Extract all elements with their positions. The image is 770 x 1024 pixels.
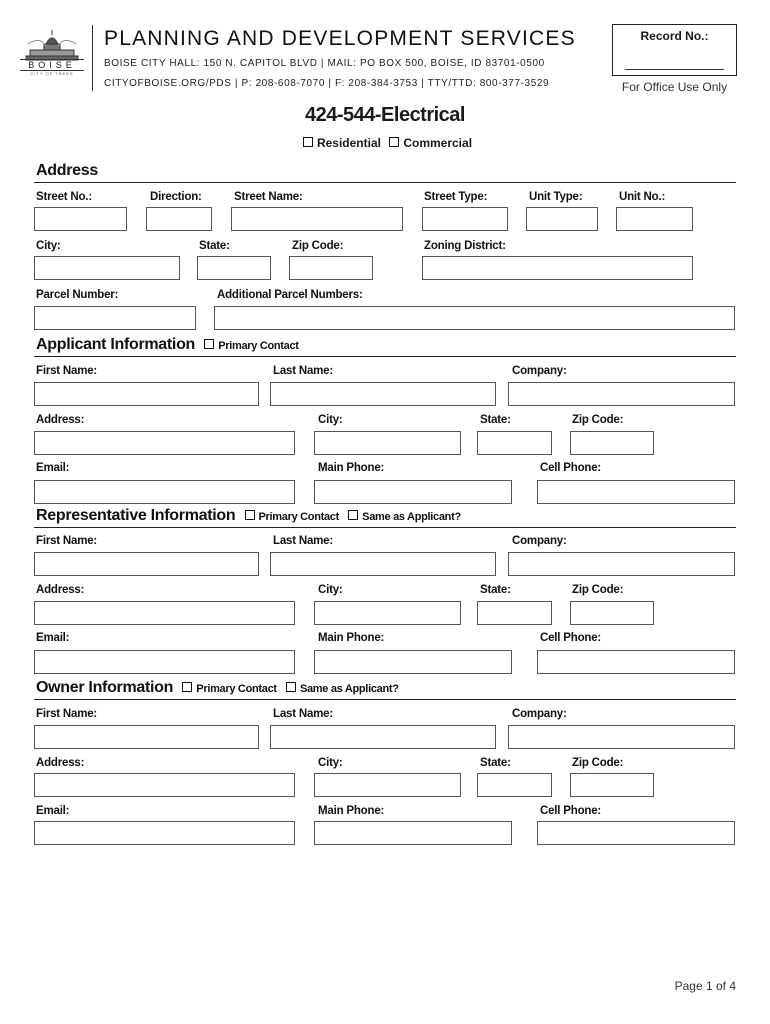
address-heading: Address [36, 162, 98, 179]
owner-state-input[interactable] [477, 773, 552, 797]
zip-input[interactable] [289, 256, 373, 280]
owner-zip-input[interactable] [570, 773, 654, 797]
applicant-email-input[interactable] [34, 480, 295, 504]
owner-heading-text: Owner Information [36, 679, 174, 696]
rep-state-label: State: [480, 584, 511, 596]
unit-type-label: Unit Type: [529, 191, 583, 203]
address-line: BOISE CITY HALL: 150 N. CAPITOL BLVD | MAIL: PO BOX 500, BOISE, ID 83701-0500 [104, 58, 545, 69]
additional-parcels-label: Additional Parcel Numbers: [217, 289, 363, 301]
applicant-address-input[interactable] [34, 431, 295, 455]
residential-label: Residential [316, 136, 381, 150]
owner-email-label: Email: [36, 805, 70, 817]
rep-state-input[interactable] [477, 601, 552, 625]
state-label: State: [199, 240, 230, 252]
rep-zip-input[interactable] [570, 601, 654, 625]
owner-last-name-input[interactable] [270, 725, 496, 749]
commercial-checkbox[interactable] [389, 137, 399, 147]
street-name-input[interactable] [231, 207, 403, 231]
applicant-address-label: Address: [36, 414, 85, 426]
applicant-cell-phone-label: Cell Phone: [540, 462, 602, 474]
applicant-state-label: State: [480, 414, 511, 426]
applicant-first-name-input[interactable] [34, 382, 259, 406]
rep-address-label: Address: [36, 584, 85, 596]
rep-main-phone-input[interactable] [314, 650, 512, 674]
owner-company-label: Company: [512, 708, 567, 720]
applicant-email-label: Email: [36, 462, 70, 474]
representative-heading-text: Representative Information [36, 507, 236, 524]
rep-cell-phone-input[interactable] [537, 650, 735, 674]
owner-main-phone-input[interactable] [314, 821, 512, 845]
applicant-company-label: Company: [512, 365, 567, 377]
owner-cell-phone-label: Cell Phone: [540, 805, 602, 817]
representative-same-checkbox[interactable] [348, 510, 358, 520]
record-label: Record No.: [640, 29, 709, 43]
owner-zip-label: Zip Code: [572, 757, 624, 769]
direction-label: Direction: [150, 191, 202, 203]
representative-primary-checkbox[interactable] [245, 510, 255, 520]
rep-cell-phone-label: Cell Phone: [540, 632, 602, 644]
commercial-label: Commercial [403, 136, 473, 150]
applicant-city-input[interactable] [314, 431, 461, 455]
applicant-city-label: City: [318, 414, 343, 426]
owner-same-label: Same as Applicant? [299, 683, 399, 695]
applicant-zip-input[interactable] [570, 431, 654, 455]
rep-last-name-input[interactable] [270, 552, 496, 576]
rep-city-input[interactable] [314, 601, 461, 625]
street-type-input[interactable] [422, 207, 508, 231]
zoning-label: Zoning District: [424, 240, 506, 252]
unit-no-input[interactable] [616, 207, 693, 231]
section-rule [34, 182, 736, 183]
city-input[interactable] [34, 256, 180, 280]
unit-type-input[interactable] [526, 207, 598, 231]
owner-main-phone-label: Main Phone: [318, 805, 385, 817]
representative-same-label: Same as Applicant? [362, 511, 461, 523]
office-use-note: For Office Use Only [621, 80, 728, 94]
street-name-label: Street Name: [234, 191, 303, 203]
section-rule [34, 527, 736, 528]
owner-last-name-label: Last Name: [273, 708, 333, 720]
applicant-main-phone-input[interactable] [314, 480, 512, 504]
applicant-zip-label: Zip Code: [572, 414, 624, 426]
applicant-cell-phone-input[interactable] [537, 480, 735, 504]
owner-primary-checkbox[interactable] [182, 682, 192, 692]
department-title: PLANNING AND DEVELOPMENT SERVICES [104, 27, 576, 50]
rep-company-label: Company: [512, 535, 567, 547]
additional-parcels-input[interactable] [214, 306, 735, 330]
contact-line: CITYOFBOISE.ORG/PDS | P: 208-608-7070 | F: 208-384-3753 | TTY/TTD: 800-377-3529 [104, 78, 550, 89]
owner-heading [36, 679, 399, 697]
record-box [612, 24, 737, 76]
owner-email-input[interactable] [34, 821, 295, 845]
section-rule [34, 699, 736, 700]
residential-checkbox[interactable] [303, 137, 313, 147]
section-rule [34, 356, 736, 357]
owner-primary-label: Primary Contact [196, 683, 277, 695]
boise-logo [20, 26, 84, 78]
applicant-heading-text: Applicant Information [36, 336, 196, 353]
direction-input[interactable] [146, 207, 212, 231]
owner-address-label: Address: [36, 757, 85, 769]
rep-address-input[interactable] [34, 601, 295, 625]
applicant-last-name-input[interactable] [270, 382, 496, 406]
owner-city-input[interactable] [314, 773, 461, 797]
representative-heading [36, 507, 461, 525]
rep-zip-label: Zip Code: [572, 584, 624, 596]
rep-main-phone-label: Main Phone: [318, 632, 385, 644]
form-title: 424-544-Electrical [304, 104, 465, 126]
logo-subtext: CITY OF TREES [30, 71, 74, 76]
owner-address-input[interactable] [34, 773, 295, 797]
owner-city-label: City: [318, 757, 343, 769]
owner-first-name-input[interactable] [34, 725, 259, 749]
applicant-main-phone-label: Main Phone: [318, 462, 385, 474]
owner-first-name-label: First Name: [36, 708, 98, 720]
parcel-input[interactable] [34, 306, 196, 330]
owner-state-label: State: [480, 757, 511, 769]
permit-type-options [0, 136, 770, 150]
city-label: City: [36, 240, 61, 252]
street-no-input[interactable] [34, 207, 127, 231]
applicant-heading [36, 336, 299, 354]
rep-email-input[interactable] [34, 650, 295, 674]
parcel-label: Parcel Number: [36, 289, 119, 301]
page-number: Page 1 of 4 [674, 979, 736, 993]
applicant-primary-checkbox[interactable] [204, 339, 214, 349]
applicant-primary-label: Primary Contact [218, 340, 299, 352]
applicant-state-input[interactable] [477, 431, 552, 455]
state-input[interactable] [197, 256, 271, 280]
applicant-last-name-label: Last Name: [273, 365, 333, 377]
unit-no-label: Unit No.: [619, 191, 666, 203]
logo-text: BOISE [20, 59, 84, 71]
representative-primary-label: Primary Contact [258, 511, 339, 523]
owner-company-input[interactable] [508, 725, 735, 749]
record-number-field[interactable] [625, 69, 724, 70]
applicant-company-input[interactable] [508, 382, 735, 406]
rep-first-name-input[interactable] [34, 552, 259, 576]
rep-first-name-label: First Name: [36, 535, 98, 547]
header-divider [92, 25, 93, 91]
rep-city-label: City: [318, 584, 343, 596]
rep-last-name-label: Last Name: [273, 535, 333, 547]
rep-company-input[interactable] [508, 552, 735, 576]
owner-same-checkbox[interactable] [286, 682, 296, 692]
zip-label: Zip Code: [292, 240, 344, 252]
owner-cell-phone-input[interactable] [537, 821, 735, 845]
applicant-first-name-label: First Name: [36, 365, 98, 377]
street-no-label: Street No.: [36, 191, 92, 203]
rep-email-label: Email: [36, 632, 70, 644]
zoning-input[interactable] [422, 256, 693, 280]
street-type-label: Street Type: [424, 191, 488, 203]
